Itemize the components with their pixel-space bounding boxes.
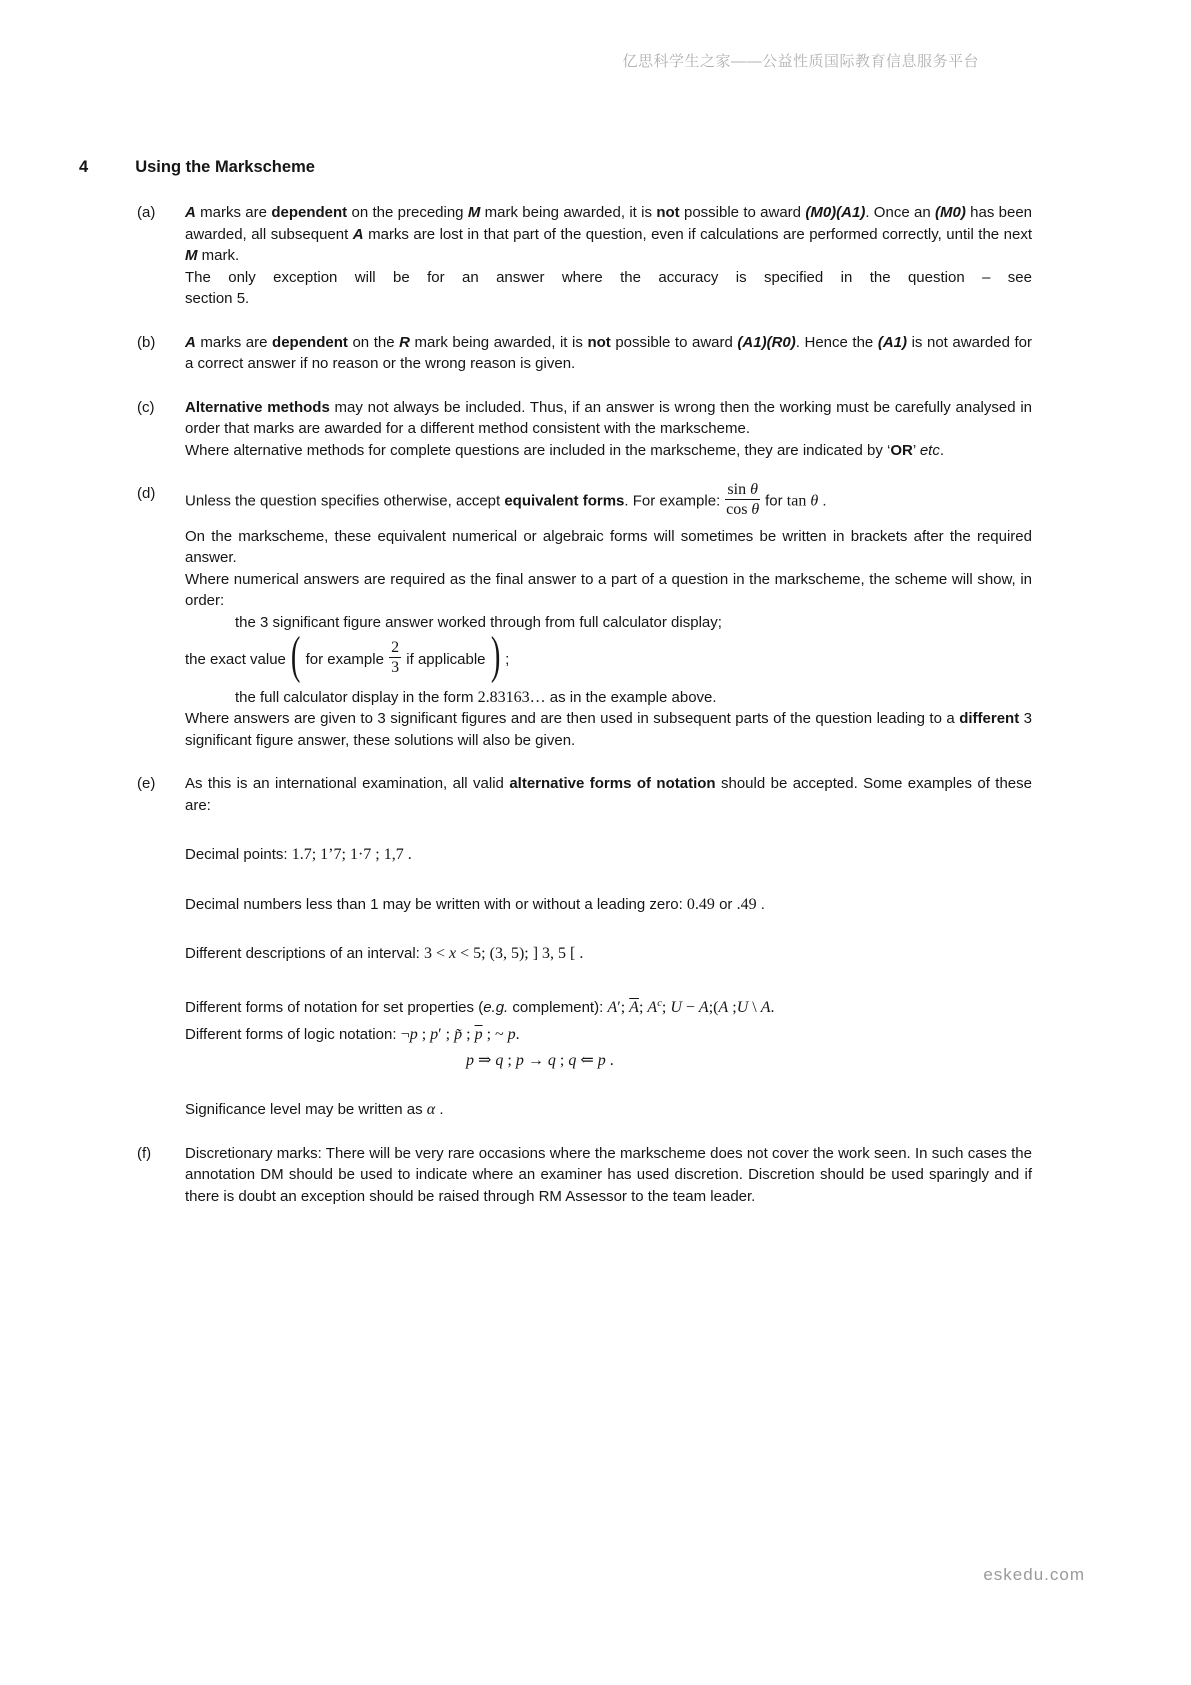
example-interval-notation: Different descriptions of an interval: 3 < x < 5; (3, 5); ] 3, 5 [ . — [185, 945, 584, 963]
paragraph: Where numerical answers are required as the final answer to a part of a question in the markscheme, the scheme will show, in order: — [185, 570, 1032, 610]
example-decimal-points: Decimal points: 1.7; 1’7; 1·7 ; 1,7 . — [185, 846, 412, 864]
markscheme-item-f — [137, 1143, 1032, 1208]
paragraph: Discretionary marks: There will be very rare occasions where the markscheme does not cover the work seen. In such cases the annotation DM should be used to indicate where an examiner has used discretion. Discretion should be used sparingly and if there is doubt an exception should be raised through RM Assessor to the team leader. — [185, 1144, 1032, 1205]
item-body-b — [185, 332, 1032, 375]
item-label-a: (a) — [137, 204, 156, 221]
example-leading-zero: Decimal numbers less than 1 may be written with or without a leading zero: 0.49 or .49 . — [185, 895, 765, 913]
section-content — [137, 202, 1032, 1207]
section-heading — [79, 158, 315, 177]
item-body-a — [185, 202, 1032, 310]
example-logic-notation-line2: p ⇒ q ; p → q ; q ⇐ p . — [466, 1051, 614, 1069]
item-body-d — [185, 483, 1032, 751]
paragraph: As this is an international examination, all valid alternative forms of notation should be accepted. Some examples of these are: — [185, 775, 1032, 814]
paragraph: Where answers are given to 3 significant figures and are then used in subsequent parts of the question leading to a different 3 significant figure answer, these solutions will also be given. — [185, 710, 1032, 749]
paragraph: A marks are dependent on the R mark being awarded, it is not possible to award (A1)(R0). Hence the (A1) is not awarded for a correct answer if no reason or the wrong reason is given. — [185, 333, 1032, 372]
paragraph: The only exception will be for an answer where the accuracy is specified in the question – see — [185, 268, 1032, 286]
markscheme-item-a — [137, 202, 1032, 310]
markscheme-item-d — [137, 483, 1032, 751]
item-label-d: (d) — [137, 485, 156, 502]
paragraph: Where alternative methods for complete questions are included in the markscheme, they are indicated by ‘OR’ etc. — [185, 441, 945, 459]
paragraph: section 5. — [185, 290, 250, 307]
item-label-b: (b) — [137, 333, 156, 351]
fraction: $\frac{2}{3}$ — [391, 639, 400, 677]
paragraph: Alternative methods may not always be included. Thus, if an answer is wrong then the working must be carefully analysed in order that marks are awarded for a different method consistent with the markscheme. — [185, 398, 1032, 437]
paragraph: A marks are dependent on the preceding M mark being awarded, it is not possible to award (M0)(A1). Once an (M0) has been awarded, all subsequent A marks are lost in that part of the question, even if calculations are performed correctly, until the next M mark. — [185, 204, 1032, 264]
sub-list-line: the full calculator display in the form 2.83163… as in the example above. — [235, 688, 717, 706]
example-logic-notation: Different forms of logic notation: ¬p ; p′ ; p̃ ; $\overline{p}$ ; ~ p. — [185, 1026, 520, 1044]
item-label-c: (c) — [137, 398, 155, 416]
sub-list-line: the 3 significant figure answer worked through from full calculator display; — [235, 613, 722, 631]
item-label-f: (f) — [137, 1144, 152, 1162]
item-label-e: (e) — [137, 775, 156, 793]
markscheme-item-c — [137, 397, 1032, 462]
site-banner-text: 亿思科学生之家——公益性质国际教育信息服务平台 — [622, 53, 979, 70]
item-body-c — [185, 397, 1032, 462]
example-set-notation: Different forms of notation for set properties (e.g. complement): A′; $\overline{A}$; $A^c$; U − A;(A ;U \ A. — [185, 997, 775, 1016]
watermark-text: eskedu.com — [983, 1565, 1085, 1584]
example-significance-level: Significance level may be written as α . — [185, 1101, 444, 1119]
section-number: 4 — [79, 158, 89, 176]
fraction: $\frac{\text{sin θ}}{\text{cos θ}}$ — [726, 481, 760, 519]
markscheme-item-b — [137, 332, 1032, 375]
item-body-e — [185, 773, 1032, 1121]
paragraph-with-fraction: Unless the question specifies otherwise, accept equivalent forms. For example: $\frac{\text{sin θ}}{\text{cos θ}}$ for tan θ . — [185, 481, 827, 519]
sub-list-line-exact-value: the exact value ( for example $\frac{2}{3}$ if applicable ) ; — [185, 627, 510, 685]
page-title: Using the Markscheme — [135, 158, 315, 176]
markscheme-item-e — [137, 773, 1032, 1121]
item-body-f — [185, 1143, 1032, 1208]
paragraph: On the markscheme, these equivalent numerical or algebraic forms will sometimes be written in brackets after the required answer. — [185, 527, 1032, 567]
